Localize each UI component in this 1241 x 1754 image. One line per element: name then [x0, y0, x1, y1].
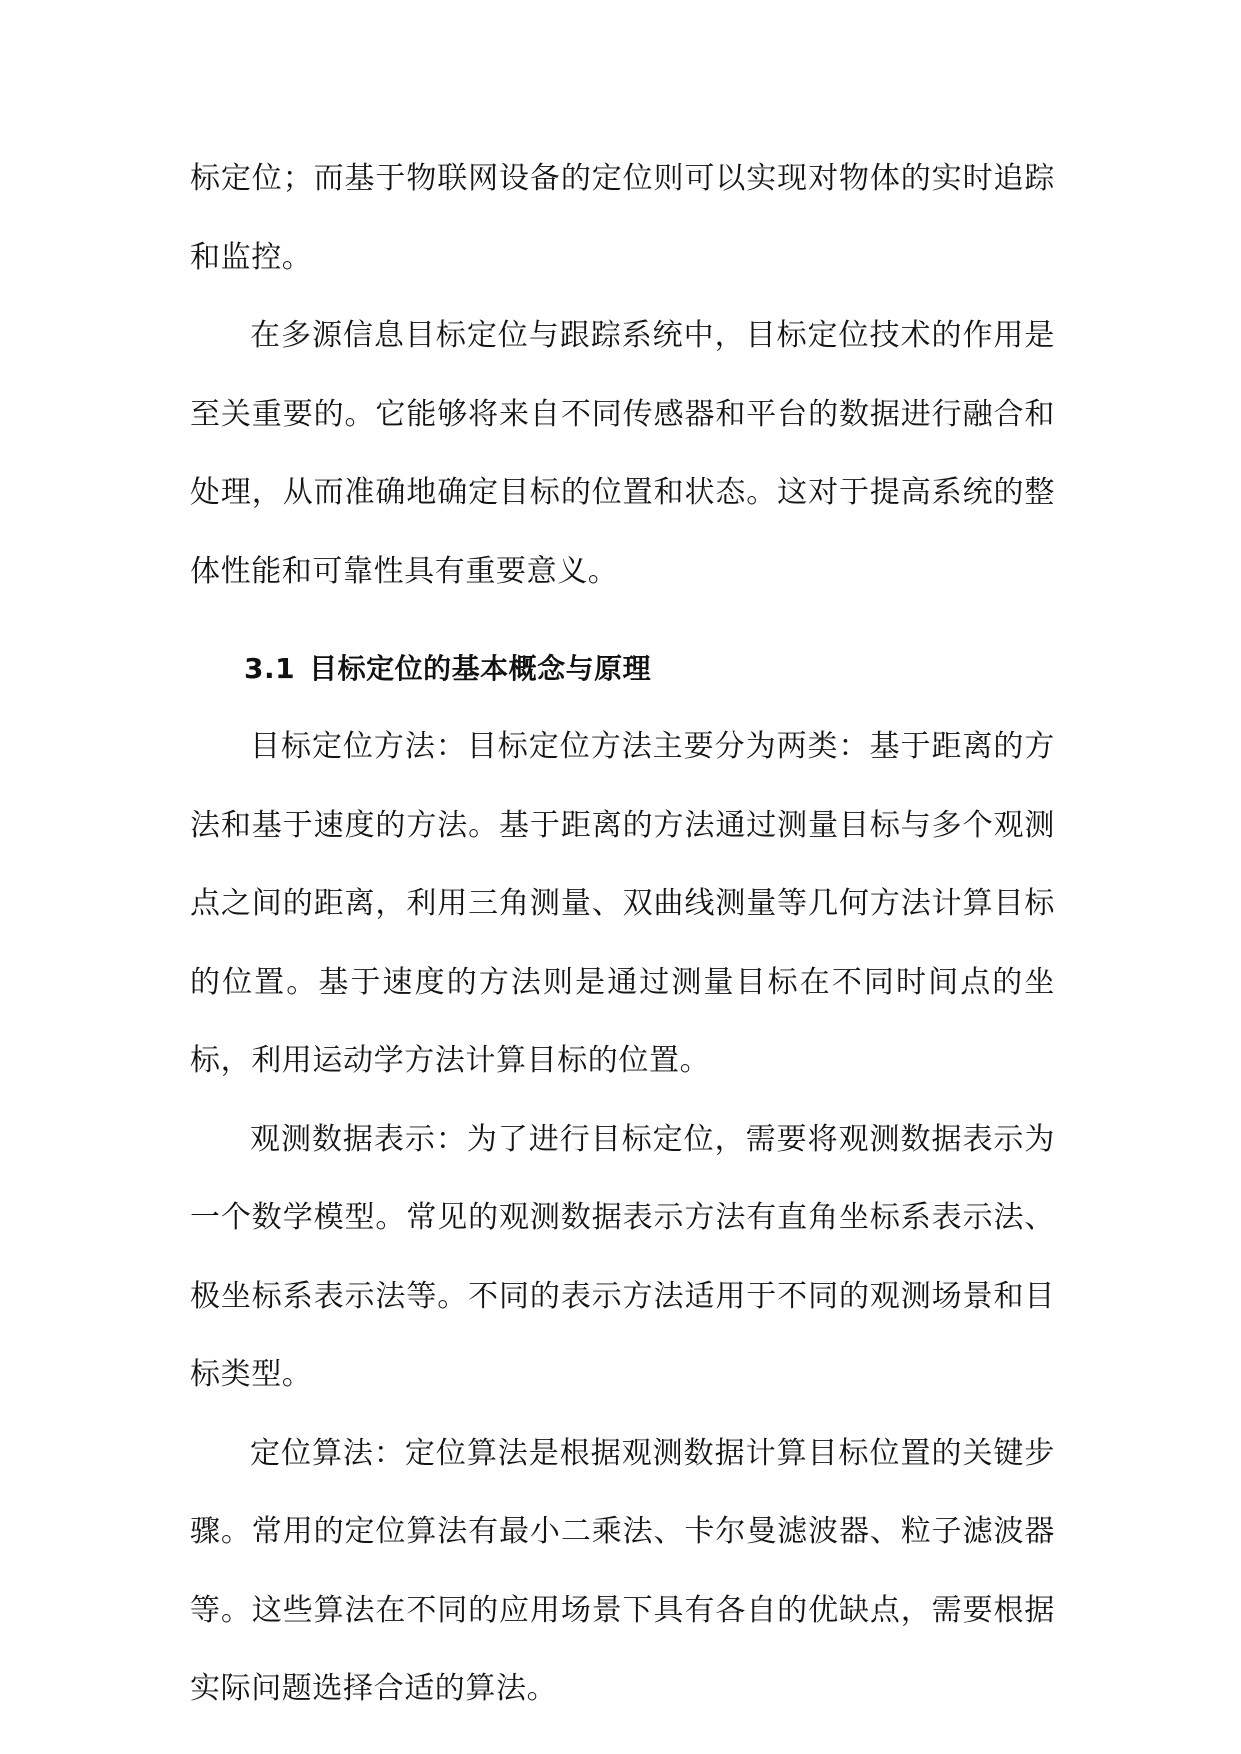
section-heading: [190, 630, 1055, 708]
section-title: 目标定位的基本概念与原理: [309, 652, 652, 685]
paragraph-positioning-algorithms: 定位算法：定位算法是根据观测数据计算目标位置的关键步骤。常用的定位算法有最小二乘法、卡尔曼滤波器、粒子滤波器等。这些算法在不同的应用场景下具有各自的优缺点，需要根据实际问题选择合适的算法。: [190, 1435, 1055, 1706]
paragraph-positioning-methods: 目标定位方法：目标定位方法主要分为两类：基于距离的方法和基于速度的方法。基于距离的方法通过测量目标与多个观测点之间的距离，利用三角测量、双曲线测量等几何方法计算目标的位置。基于速度的方法则是通过测量目标在不同时间点的坐标，利用运动学方法计算目标的位置。: [190, 729, 1055, 1078]
paragraph-role-of-positioning: 在多源信息目标定位与跟踪系统中，目标定位技术的作用是至关重要的。它能够将来自不同传感器和平台的数据进行融合和处理，从而准确地确定目标的位置和状态。这对于提高系统的整体性能和可靠性具有重要意义。: [190, 318, 1055, 589]
section-number: 3.1: [244, 652, 296, 685]
document-body: [190, 140, 1055, 1729]
paragraph-continuation: 标定位；而基于物联网设备的定位则可以实现对物体的实时追踪和监控。: [190, 161, 1055, 275]
paragraph-observation-data: 观测数据表示：为了进行目标定位，需要将观测数据表示为一个数学模型。常见的观测数据表示方法有直角坐标系表示法、极坐标系表示法等。不同的表示方法适用于不同的观测场景和目标类型。: [190, 1121, 1055, 1392]
